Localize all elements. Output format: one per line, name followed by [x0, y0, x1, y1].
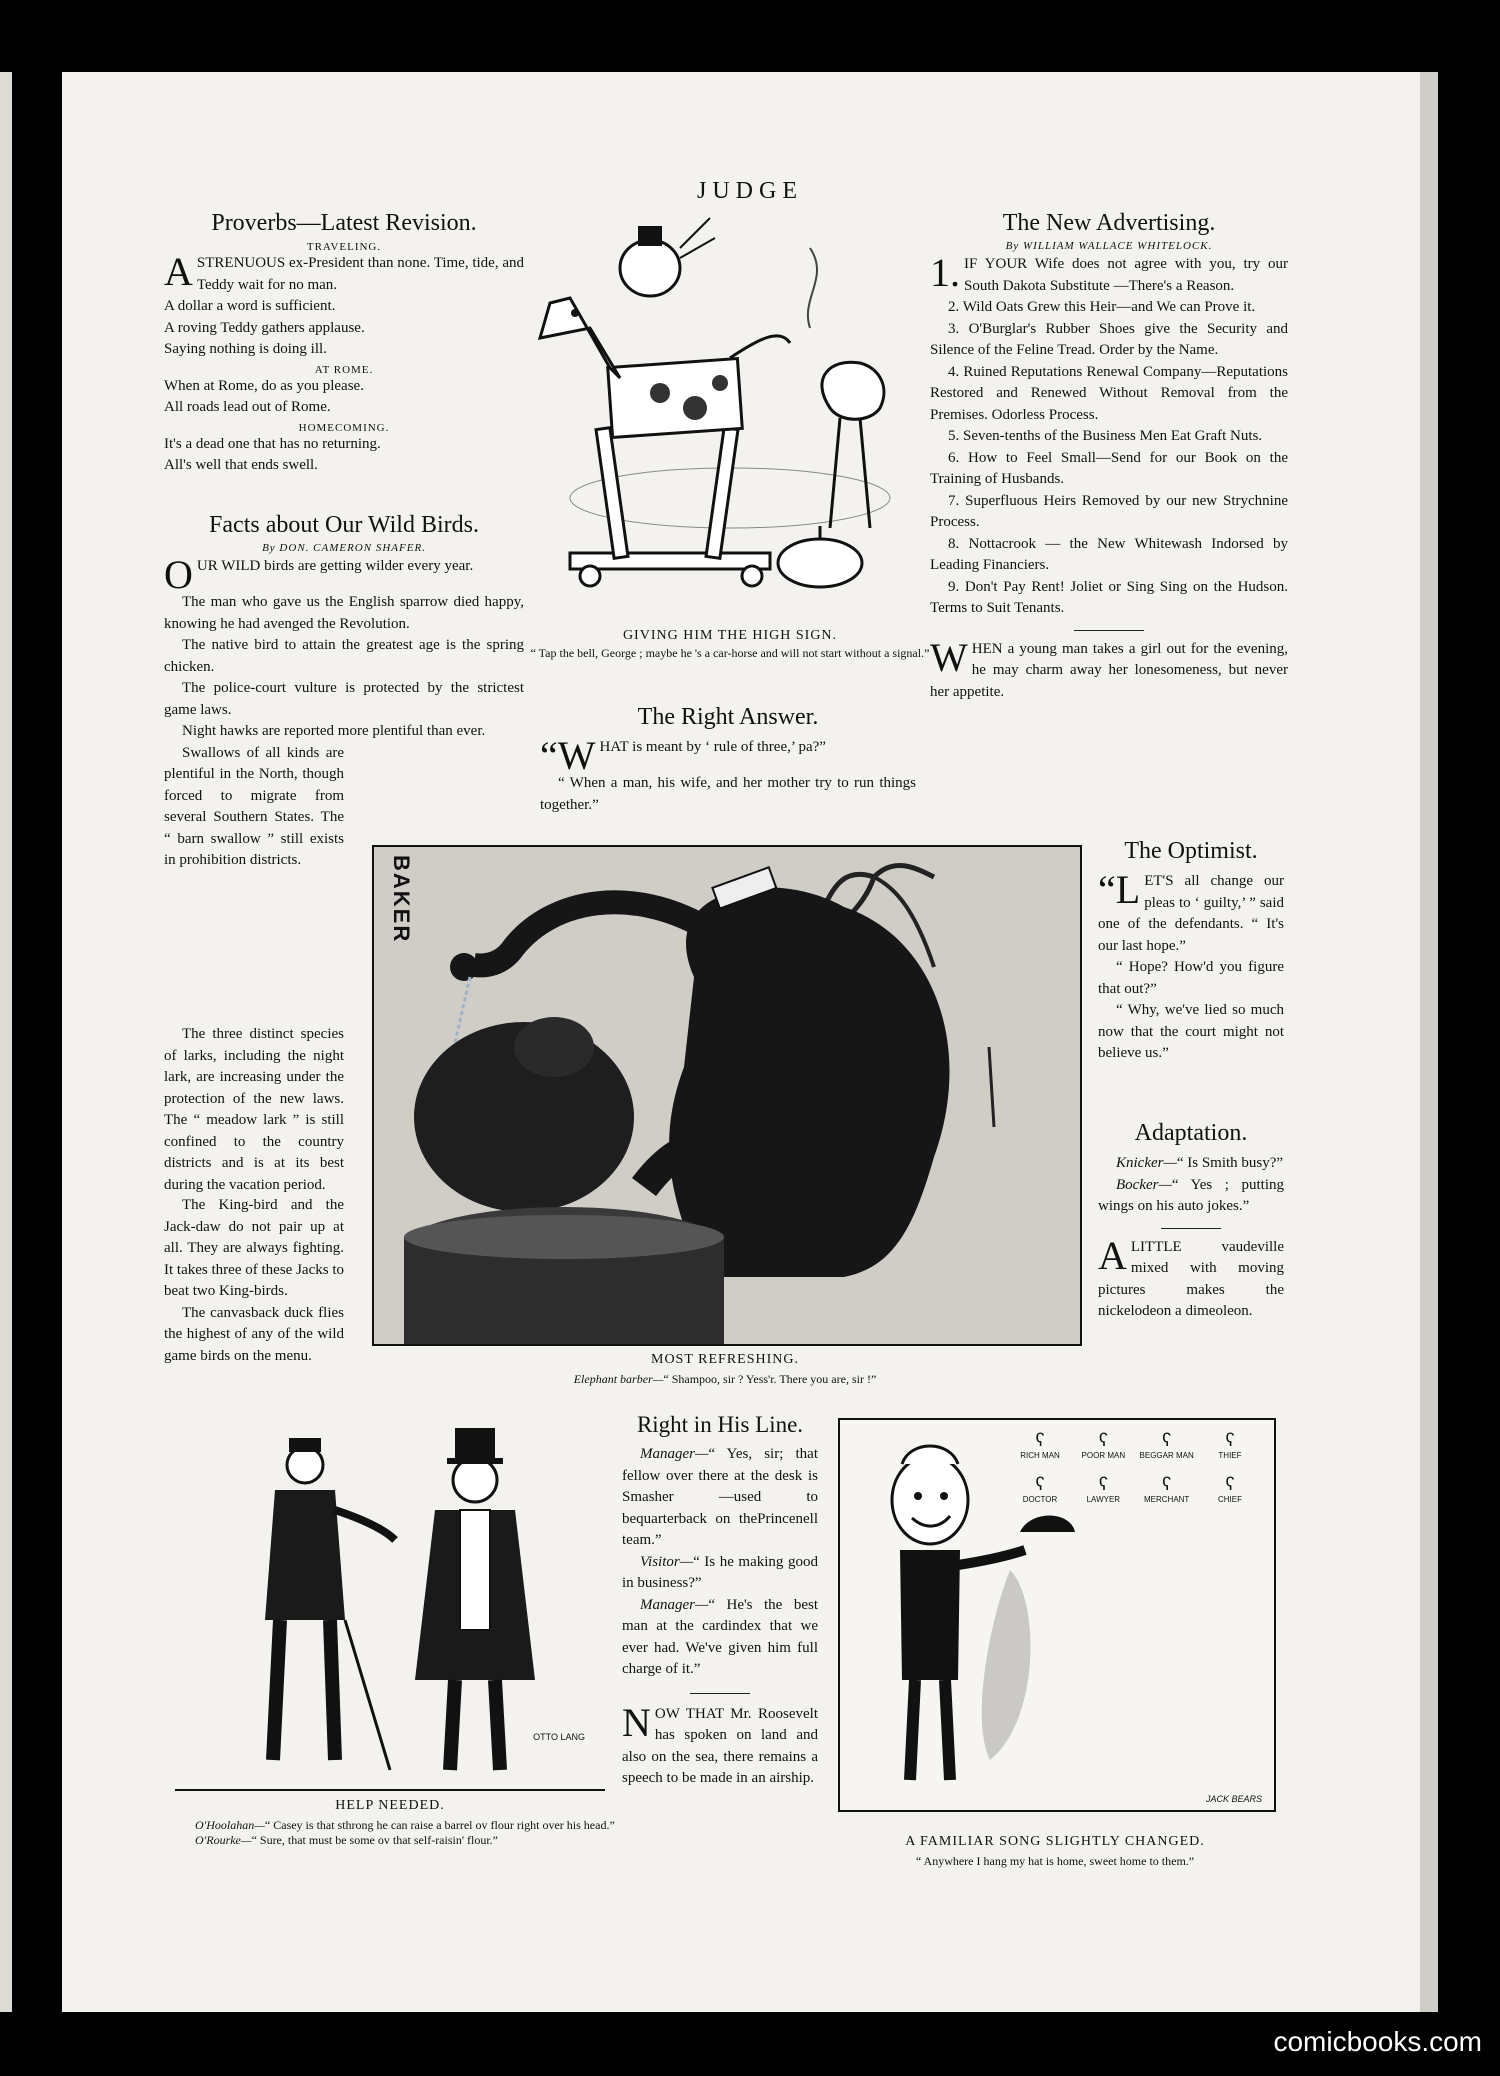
help-needed-illustration [165, 1420, 615, 1795]
high-sign-caption: GIVING HIM THE HIGH SIGN. [622, 628, 838, 643]
hat-label: POOR MAN [1081, 1451, 1126, 1460]
speaker: O'Hoolahan— [195, 1818, 265, 1832]
ad-item: 8. Nottacrook — the New Whitewash Indorsed by Leading Financiers. [930, 535, 1288, 573]
paragraph: Swallows of all kinds are plentiful in the North, though forced to migrate from several Southern States. The “ barn swallow ” still exists in prohibition districts. [164, 744, 344, 868]
ad-item: 5. Seven-tenths of the Business Men Eat Graft Nuts. [948, 428, 1263, 444]
paragraph: HAT is meant by ‘ rule of three,’ pa?” [599, 739, 826, 755]
hook-icon: ʕ [1225, 1474, 1235, 1494]
speaker: O'Rourke— [195, 1833, 252, 1847]
hook-icon: ʕ [1162, 1430, 1172, 1450]
man-with-hat-drawing [840, 1420, 1270, 1806]
divider [690, 1693, 750, 1694]
section-traveling: TRAVELING. [306, 241, 382, 253]
drop-cap: A [164, 249, 193, 294]
birds-article [164, 512, 524, 872]
drop-cap: N [622, 1699, 651, 1745]
drop-cap: “L [1098, 867, 1141, 912]
drop-cap: 1. [930, 250, 960, 295]
illustration-signature: JACK BEARS [1205, 1794, 1262, 1804]
speaker: Manager— [640, 1596, 709, 1613]
ad-item: 4. Ruined Reputations Renewal Company—Reputations Restored and Renewed Without Removal from the Premises. Odorless Process. [930, 363, 1288, 423]
adaptation-article [1098, 1120, 1284, 1323]
paragraph: The canvasback duck flies the highest of any of the wild game birds on the menu. [164, 1304, 344, 1364]
section-at-rome: AT ROME. [314, 363, 374, 376]
right-answer-article [540, 704, 916, 816]
dialogue: “ Yes, sir; that fellow over there at the desk is Smasher —used to bequarterback on thePrincenell team.” [622, 1446, 818, 1548]
adaptation-title: Adaptation. [1134, 1120, 1248, 1146]
proverb-line: It's a dead one that has no returning. [164, 435, 381, 452]
proverb-line: A dollar a word is sufficient. [164, 298, 336, 314]
dialogue: “ He's the best man at the cardindex that we ever had. We've given him full charge of it.” [622, 1596, 818, 1677]
optimist-title: The Optimist. [1124, 838, 1258, 864]
proverb-line: When at Rome, do as you please. [164, 377, 364, 394]
drop-cap: W [930, 634, 968, 680]
paragraph: “ When a man, his wife, and her mother try to run things together.” [540, 775, 916, 813]
ad-item: IF YOUR Wife does not agree with you, try our South Dakota Substitute —There's a Reason. [964, 256, 1288, 294]
hat-label: BEGGAR MAN [1139, 1451, 1194, 1460]
birds-narrow-column [164, 1024, 344, 1196]
page-edge [1420, 72, 1438, 2012]
hook-icon: ʕ [1098, 1430, 1108, 1450]
dialogue: “ Sure, that must be some ov that self-raisin' flour.” [251, 1833, 499, 1847]
advertising-byline: By WILLIAM WALLACE WHITELOCK. [1005, 240, 1213, 252]
familiar-song-caption: A FAMILIAR SONG SLIGHTLY CHANGED. [905, 1834, 1205, 1849]
paragraph: Night hawks are reported more plentiful than ever. [182, 723, 486, 739]
hook-icon: ʕ [1035, 1430, 1045, 1450]
speaker: Manager— [640, 1446, 709, 1462]
hat-label: MERCHANT [1143, 1495, 1190, 1504]
right-in-his-line-article [622, 1412, 818, 1790]
hook-icon: ʕ [1225, 1430, 1235, 1450]
speaker: Elephant barber— [573, 1372, 664, 1386]
familiar-song-illustration [838, 1418, 1276, 1812]
watermark: comicbooks.com [1273, 2026, 1482, 2057]
section-homecoming: HOMECOMING. [298, 421, 390, 434]
rocking-horse-drawing [530, 208, 930, 623]
high-sign-illustration [530, 208, 930, 623]
birds-title: Facts about Our Wild Birds. [209, 512, 479, 538]
drop-cap: “W [540, 733, 596, 778]
proverb-line: Saying nothing is doing ill. [164, 341, 327, 357]
elephant-subcaption [372, 1372, 1078, 1387]
hat-label: RICH MAN [1020, 1451, 1060, 1460]
paragraph: The King-bird and the Jack-daw do not pair up at all. They are always fighting. It takes three of these Jacks to beat two King-birds. [164, 1197, 344, 1299]
right-line-title: Right in His Line. [636, 1412, 804, 1437]
help-needed-dialogue [165, 1818, 615, 1848]
birds-byline: By DON. CAMERON SHAFER. [262, 542, 426, 554]
drop-cap: A [1098, 1232, 1127, 1278]
proverb-line: STRENUOUS ex-President than none. Time, tide, and Teddy wait for no man. [196, 255, 524, 293]
proverb-line: All roads lead out of Rome. [164, 399, 331, 415]
paragraph: HEN a young man takes a girl out for the evening, he may charm away her lonesomeness, but never her appetite. [930, 640, 1288, 700]
paragraph: LITTLE vaudeville mixed with moving pictures makes the nickelodeon a dimeoleon. [1098, 1238, 1284, 1319]
help-needed-caption: HELP NEEDED. [335, 1798, 445, 1813]
ad-item: 2. Wild Oats Grew this Heir—and We can Prove it. [948, 299, 1256, 315]
birds-narrow-column-2 [164, 1195, 344, 1367]
elephant-barber-cartoon [372, 845, 1082, 1346]
hat-label: CHIEF [1217, 1495, 1242, 1504]
hook-icon: ʕ [1035, 1474, 1045, 1494]
masthead: JUDGE [697, 178, 803, 204]
drop-cap: O [164, 552, 193, 597]
elephant-drawing [374, 847, 1080, 1344]
advertising-article [930, 210, 1288, 703]
dialogue: “ Casey is that sthrong he can raise a barrel ov flour right over his head.” [264, 1818, 615, 1832]
paragraph: The native bird to attain the greatest age is the spring chicken. [164, 637, 524, 675]
proverb-line: A roving Teddy gathers applause. [164, 319, 365, 336]
paragraph: “ Why, we've lied so much now that the court might not believe us.” [1098, 1002, 1284, 1061]
speaker: Knicker— [1116, 1155, 1177, 1171]
ad-item: 7. Superfluous Heirs Removed by our new Strychnine Process. [930, 492, 1288, 530]
divider [1074, 630, 1144, 631]
paragraph: The man who gave us the English sparrow died happy, knowing he had avenged the Revolution. [164, 594, 524, 632]
dialogue: “ Shampoo, sir ? Yess'r. There you are, sir !” [663, 1372, 877, 1386]
proverbs-article [164, 210, 524, 477]
dialogue: “ Is Smith busy?” [1176, 1155, 1284, 1171]
ad-item: 9. Don't Pay Rent! Joliet or Sing Sing on the Hudson. Terms to Suit Tenants. [930, 578, 1288, 616]
hook-icon: ʕ [1162, 1474, 1172, 1494]
paragraph: “ Hope? How'd you figure that out?” [1098, 959, 1284, 997]
ad-item: 6. How to Feel Small—Send for our Book on the Training of Husbands. [930, 449, 1288, 487]
high-sign-subcaption: “ Tap the bell, George ; maybe he 's a car-horse and will not start without a signal.” [530, 646, 930, 660]
speaker: Bocker— [1116, 1176, 1172, 1193]
paragraph: OW THAT Mr. Roosevelt has spoken on land and also on the sea, there remains a speech to be made in an airship. [622, 1705, 818, 1786]
proverb-line: All's well that ends swell. [164, 457, 318, 473]
hook-icon: ʕ [1098, 1474, 1108, 1494]
paragraph: ET'S all change our pleas to ‘ guilty,’ ” said one of the defendants. “ It's our last hope.” [1098, 873, 1284, 954]
dialogue: “ Yes ; putting wings on his auto jokes.” [1098, 1176, 1284, 1214]
right-answer-title: The Right Answer. [637, 704, 819, 730]
proverbs-title: Proverbs—Latest Revision. [211, 210, 477, 236]
optimist-article [1098, 838, 1284, 1065]
paragraph: The police-court vulture is protected by the strictest game laws. [164, 680, 524, 718]
page-gutter [0, 72, 12, 2012]
hat-label: DOCTOR [1022, 1495, 1058, 1504]
speaker: Visitor— [640, 1553, 694, 1570]
hat-label: LAWYER [1086, 1495, 1121, 1504]
advertising-title: The New Advertising. [1002, 210, 1216, 236]
paragraph: The three distinct species of larks, including the night lark, are increasing under the protection of the new laws. The “ meadow lark ” is still confined to the country districts and is at its best during the vacation period. [164, 1026, 344, 1193]
illustration-signature: OTTO LANG [533, 1732, 585, 1742]
familiar-song-subcaption: “ Anywhere I hang my hat is home, sweet home to them.” [915, 1854, 1195, 1868]
cartoon-signature: BAKER [389, 855, 414, 944]
divider [1161, 1228, 1221, 1229]
ad-item: 3. O'Burglar's Rubber Shoes give the Security and Silence of the Feline Tread. Order by the Name. [930, 320, 1288, 358]
hat-label: THIEF [1218, 1451, 1242, 1460]
elephant-caption: MOST REFRESHING. [651, 1352, 799, 1367]
dialogue: “ Is he making good in business?” [622, 1553, 818, 1591]
paragraph: UR WILD birds are getting wilder every year. [196, 558, 474, 574]
